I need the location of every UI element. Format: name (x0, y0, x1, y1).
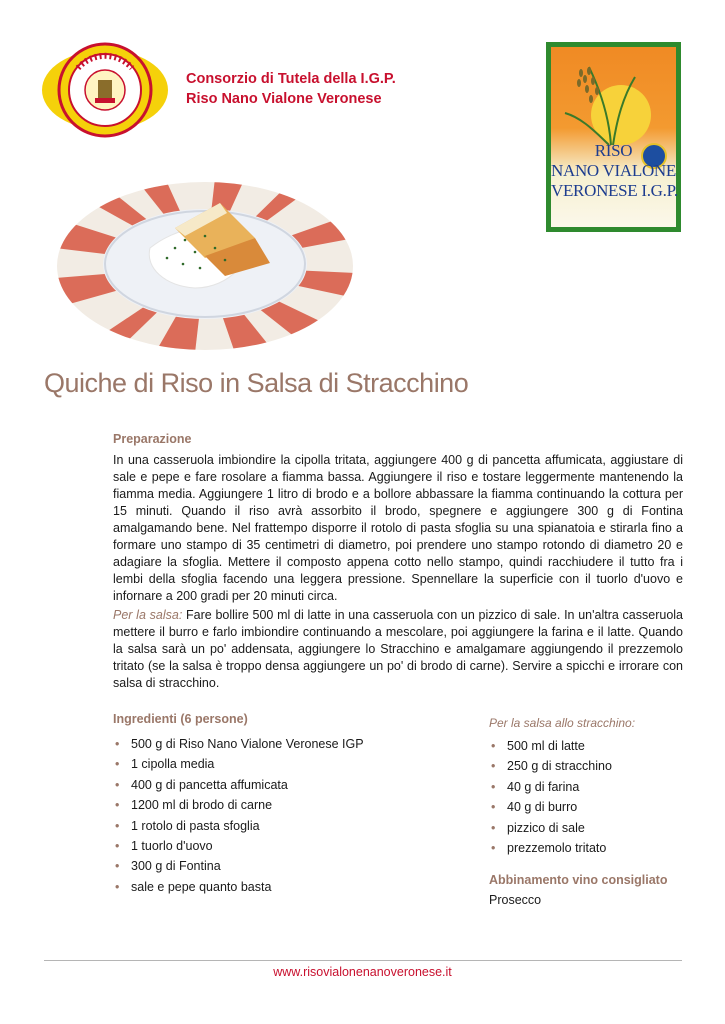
sauce-ingredients-label: Per la salsa allo stracchino: (489, 716, 636, 730)
list-item: • 40 g di farina (489, 777, 612, 797)
org-name-line1: Consorzio di Tutela della I.G.P. (186, 71, 396, 87)
list-item: • prezzemolo tritato (489, 838, 612, 858)
sauce-ingredients-list (489, 736, 612, 858)
list-item: • pizzico di sale (489, 818, 612, 838)
list-item: • 1 tuorlo d'uovo (113, 836, 364, 856)
list-item: • sale e pepe quanto basta (113, 877, 364, 897)
wine-pairing-label: Abbinamento vino consigliato (489, 873, 668, 887)
list-item: • 1 cipolla media (113, 754, 364, 774)
ingredients-label: Ingredienti (6 persone) (113, 712, 248, 726)
list-item: • 1200 ml di brodo di carne (113, 795, 364, 815)
wine-pairing-value: Prosecco (489, 893, 542, 907)
preparation-label: Preparazione (113, 432, 192, 446)
rice-quiche-on-plate-photo (55, 178, 355, 353)
rice-plant-sun-logo-icon (551, 47, 676, 227)
rice-plant-icon (551, 47, 676, 147)
riso-nano-vialone-logo (546, 42, 681, 232)
ingredients-list (113, 734, 364, 897)
list-item: • 500 g di Riso Nano Vialone Veronese IGP (113, 734, 364, 754)
list-item: • 1 rotolo di pasta sfoglia (113, 816, 364, 836)
footer-divider (44, 960, 682, 961)
preparation-text: In una casseruola imbiondire la cipolla tritata, aggiungere 400 g di pancetta affumicata, aggiustare di sale e pepe e fare rosolare a fiamma bassa. Aggiungere il riso e tostare leggermente mantenendo la fiamma media. Aggiungere 1 litro di brodo e a bollore abbassare la fiamma continuando la cottura per 15 minuti. Quando il riso avrà assorbito il brodo, spegnere e aggiungere 300 g di Fontina amalgamando bene. Nel frattempo disporre il rotolo di pasta sfoglia su una spianatoia e stirarla fino a formare uno stampo di 35 centimetri di diametro, poi prendere uno stampo rotondo di diametro 20 e adagiare la sfoglia. Mettere il composto appena cotto nello stampo, quindi racchiudere il tutto fra i lembi della sfoglia facendo una leggera pressione. Spennellare la superficie con il tuorlo d'uovo e infornare a 200 gradi per 20 minuti circa. (113, 453, 683, 603)
sauce-text: Fare bollire 500 ml di latte in una casseruola con un pizzico di sale. In un'altra casseruola mettere il burro e farlo imbiondire continuando a mescolare, poi aggiungere la farina e il latte. Quando la salsa sarà un po' addensata, aggiungere lo Stracchino e amalgamare aggiungendo il prezzemolo tritato (se la salsa è troppo densa aggiungere un po' di brodo di carne). Servire a spicchi e irrorare con salsa di stracchino. (113, 608, 684, 690)
list-item: • 40 g di burro (489, 797, 612, 817)
page-title: Quiche di Riso in Salsa di Stracchino (44, 368, 469, 398)
list-item: • 300 g di Fontina (113, 856, 364, 876)
logo-line3: VERONESE I.G.P. (551, 181, 678, 200)
organization-name (186, 69, 396, 109)
org-name-line2: Riso Nano Vialone Veronese (186, 91, 382, 107)
logo-text (551, 141, 676, 201)
logo-line1: RISO (594, 141, 633, 160)
list-item: • 500 ml di latte (489, 736, 612, 756)
sauce-paragraph (113, 607, 683, 692)
list-item: • 400 g di pancetta affumicata (113, 775, 364, 795)
sauce-intro-label: Per la salsa: (113, 608, 183, 622)
footer-website-link[interactable]: www.risovialonenanoveronese.it (273, 965, 452, 979)
consortium-seal-icon (40, 40, 170, 140)
logo-line2: NANO VIALONE (551, 161, 676, 180)
list-item: • 250 g di stracchino (489, 756, 612, 776)
